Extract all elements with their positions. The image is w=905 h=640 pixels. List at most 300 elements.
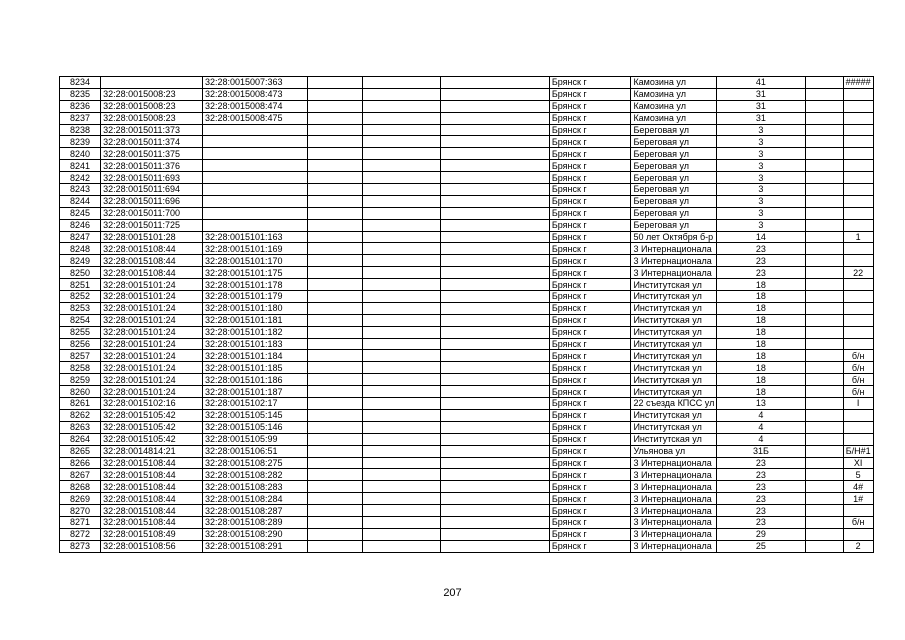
empty-cell <box>805 469 843 481</box>
row-number-cell: 8243 <box>60 184 101 196</box>
row-number-cell: 8266 <box>60 457 101 469</box>
empty-cell <box>307 136 362 148</box>
city-cell: Брянск г <box>549 255 631 267</box>
empty-cell <box>805 528 843 540</box>
apartment-cell <box>843 219 873 231</box>
cadastral-number-cell: 32:28:0015108:44 <box>101 516 203 528</box>
apartment-cell: XI <box>843 457 873 469</box>
table-row <box>60 493 905 505</box>
object-cadastral-number-cell: 32:28:0015101:169 <box>202 243 307 255</box>
house-number-cell: 18 <box>717 291 805 303</box>
table-row <box>60 112 905 124</box>
table-row <box>60 243 905 255</box>
cadastral-number-cell: 32:28:0015101:24 <box>101 338 203 350</box>
object-cadastral-number-cell: 32:28:0015101:179 <box>202 291 307 303</box>
empty-cell <box>805 314 843 326</box>
apartment-cell <box>843 433 873 445</box>
house-number-cell: 4 <box>717 409 805 421</box>
object-cadastral-number-cell: 32:28:0015101:187 <box>202 386 307 398</box>
empty-cell <box>362 433 440 445</box>
apartment-cell <box>843 279 873 291</box>
apartment-cell: 22 <box>843 267 873 279</box>
city-cell: Брянск г <box>549 112 631 124</box>
city-cell: Брянск г <box>549 398 631 410</box>
empty-cell <box>362 338 440 350</box>
row-number-cell: 8235 <box>60 88 101 100</box>
empty-cell <box>307 243 362 255</box>
empty-cell <box>362 350 440 362</box>
empty-cell <box>362 231 440 243</box>
object-cadastral-number-cell: 32:28:0015008:473 <box>202 88 307 100</box>
house-number-cell: 3 <box>717 124 805 136</box>
house-number-cell: 14 <box>717 231 805 243</box>
object-cadastral-number-cell: 32:28:0015108:290 <box>202 528 307 540</box>
city-cell: Брянск г <box>549 124 631 136</box>
empty-cell <box>307 528 362 540</box>
city-cell: Брянск г <box>549 219 631 231</box>
table-row <box>60 148 905 160</box>
empty-cell <box>805 493 843 505</box>
row-number-cell: 8246 <box>60 219 101 231</box>
empty-cell <box>440 469 549 481</box>
city-cell: Брянск г <box>549 326 631 338</box>
street-cell: Институтская ул <box>631 314 717 326</box>
empty-cell <box>362 457 440 469</box>
cadastral-number-cell: 32:28:0015008:23 <box>101 112 203 124</box>
empty-cell <box>362 160 440 172</box>
empty-cell <box>307 398 362 410</box>
table-row <box>60 77 905 89</box>
table-row <box>60 516 905 528</box>
apartment-cell <box>843 409 873 421</box>
empty-cell <box>362 148 440 160</box>
house-number-cell: 4 <box>717 421 805 433</box>
apartment-cell <box>843 124 873 136</box>
row-number-cell: 8252 <box>60 291 101 303</box>
street-cell: Институтская ул <box>631 291 717 303</box>
empty-cell <box>805 338 843 350</box>
object-cadastral-number-cell: 32:28:0015108:284 <box>202 493 307 505</box>
empty-cell <box>362 493 440 505</box>
empty-cell <box>440 398 549 410</box>
empty-cell <box>440 243 549 255</box>
empty-cell <box>805 398 843 410</box>
street-cell: Береговая ул <box>631 195 717 207</box>
house-number-cell: 3 <box>717 219 805 231</box>
object-cadastral-number-cell: 32:28:0015007:363 <box>202 77 307 89</box>
cadastral-number-cell: 32:28:0015101:24 <box>101 350 203 362</box>
empty-cell <box>307 374 362 386</box>
object-cadastral-number-cell <box>202 184 307 196</box>
empty-cell <box>440 136 549 148</box>
row-number-cell: 8263 <box>60 421 101 433</box>
street-cell: Береговая ул <box>631 207 717 219</box>
empty-cell <box>805 243 843 255</box>
table-row <box>60 469 905 481</box>
cadastral-number-cell: 32:28:0015011:374 <box>101 136 203 148</box>
table-row <box>60 184 905 196</box>
object-cadastral-number-cell: 32:28:0015108:289 <box>202 516 307 528</box>
empty-cell <box>440 421 549 433</box>
empty-cell <box>362 445 440 457</box>
empty-cell <box>805 136 843 148</box>
empty-cell <box>805 421 843 433</box>
empty-cell <box>307 326 362 338</box>
apartment-cell: ##### <box>843 77 873 89</box>
cadastral-number-cell: 32:28:0015108:44 <box>101 267 203 279</box>
table-row <box>60 481 905 493</box>
city-cell: Брянск г <box>549 100 631 112</box>
empty-cell <box>307 493 362 505</box>
apartment-cell <box>843 100 873 112</box>
row-number-cell: 8260 <box>60 386 101 398</box>
city-cell: Брянск г <box>549 267 631 279</box>
empty-cell <box>362 314 440 326</box>
house-number-cell: 18 <box>717 314 805 326</box>
street-cell: 3 Интернационала <box>631 255 717 267</box>
empty-cell <box>307 184 362 196</box>
house-number-cell: 3 <box>717 172 805 184</box>
row-number-cell: 8253 <box>60 302 101 314</box>
empty-cell <box>805 279 843 291</box>
empty-cell <box>805 362 843 374</box>
house-number-cell: 3 <box>717 160 805 172</box>
house-number-cell: 3 <box>717 148 805 160</box>
empty-cell <box>362 279 440 291</box>
empty-cell <box>440 445 549 457</box>
house-number-cell: 3 <box>717 195 805 207</box>
cadastral-number-cell: 32:28:0015105:42 <box>101 409 203 421</box>
empty-cell <box>440 481 549 493</box>
city-cell: Брянск г <box>549 445 631 457</box>
cadastral-number-cell: 32:28:0015011:700 <box>101 207 203 219</box>
table-row <box>60 386 905 398</box>
apartment-cell <box>843 528 873 540</box>
empty-cell <box>362 386 440 398</box>
empty-cell <box>805 326 843 338</box>
cadastral-number-cell: 32:28:0015008:23 <box>101 88 203 100</box>
table-row <box>60 195 905 207</box>
empty-cell <box>805 350 843 362</box>
street-cell: Институтская ул <box>631 421 717 433</box>
city-cell: Брянск г <box>549 540 631 552</box>
empty-cell <box>362 219 440 231</box>
cadastral-number-cell: 32:28:0015101:24 <box>101 314 203 326</box>
street-cell: Камозина ул <box>631 112 717 124</box>
empty-cell <box>362 136 440 148</box>
page-number: 207 <box>443 587 462 599</box>
empty-cell <box>440 231 549 243</box>
apartment-cell <box>843 421 873 433</box>
empty-cell <box>805 457 843 469</box>
row-number-cell: 8256 <box>60 338 101 350</box>
empty-cell <box>307 481 362 493</box>
empty-cell <box>307 77 362 89</box>
empty-cell <box>440 88 549 100</box>
cadastral-number-cell <box>101 77 203 89</box>
empty-cell <box>805 77 843 89</box>
empty-cell <box>362 469 440 481</box>
empty-cell <box>440 279 549 291</box>
empty-cell <box>805 302 843 314</box>
city-cell: Брянск г <box>549 231 631 243</box>
object-cadastral-number-cell: 32:28:0015101:181 <box>202 314 307 326</box>
empty-cell <box>805 481 843 493</box>
empty-cell <box>362 77 440 89</box>
object-cadastral-number-cell: 32:28:0015101:186 <box>202 374 307 386</box>
house-number-cell: 31 <box>717 100 805 112</box>
object-cadastral-number-cell <box>202 207 307 219</box>
table-row <box>60 445 905 457</box>
empty-cell <box>362 195 440 207</box>
row-number-cell: 8238 <box>60 124 101 136</box>
empty-cell <box>307 457 362 469</box>
table-body <box>60 77 905 553</box>
street-cell: 3 Интернационала <box>631 516 717 528</box>
empty-cell <box>362 88 440 100</box>
row-number-cell: 8250 <box>60 267 101 279</box>
table-row <box>60 421 905 433</box>
row-number-cell: 8257 <box>60 350 101 362</box>
apartment-cell <box>843 88 873 100</box>
row-number-cell: 8245 <box>60 207 101 219</box>
apartment-cell: 2 <box>843 540 873 552</box>
street-cell: Ульянова ул <box>631 445 717 457</box>
cadastral-number-cell: 32:28:0015108:44 <box>101 243 203 255</box>
table-row <box>60 88 905 100</box>
street-cell: 3 Интернационала <box>631 493 717 505</box>
street-cell: 3 Интернационала <box>631 540 717 552</box>
table-row <box>60 172 905 184</box>
row-number-cell: 8273 <box>60 540 101 552</box>
empty-cell <box>362 481 440 493</box>
empty-cell <box>805 172 843 184</box>
object-cadastral-number-cell: 32:28:0015101:185 <box>202 362 307 374</box>
city-cell: Брянск г <box>549 409 631 421</box>
empty-cell <box>307 172 362 184</box>
row-number-cell: 8242 <box>60 172 101 184</box>
empty-cell <box>307 350 362 362</box>
street-cell: Камозина ул <box>631 77 717 89</box>
empty-cell <box>362 398 440 410</box>
cadastral-number-cell: 32:28:0015108:44 <box>101 481 203 493</box>
city-cell: Брянск г <box>549 386 631 398</box>
city-cell: Брянск г <box>549 291 631 303</box>
cadastral-number-cell: 32:28:0015108:44 <box>101 255 203 267</box>
apartment-cell: б/н <box>843 350 873 362</box>
empty-cell <box>307 124 362 136</box>
empty-cell <box>362 374 440 386</box>
row-number-cell: 8247 <box>60 231 101 243</box>
street-cell: Институтская ул <box>631 326 717 338</box>
apartment-cell: 4# <box>843 481 873 493</box>
house-number-cell: 31Б <box>717 445 805 457</box>
empty-cell <box>307 421 362 433</box>
house-number-cell: 23 <box>717 516 805 528</box>
object-cadastral-number-cell: 32:28:0015101:175 <box>202 267 307 279</box>
object-cadastral-number-cell: 32:28:0015101:184 <box>202 350 307 362</box>
apartment-cell <box>843 148 873 160</box>
empty-cell <box>805 124 843 136</box>
empty-cell <box>805 505 843 517</box>
table-row <box>60 409 905 421</box>
street-cell: 3 Интернационала <box>631 528 717 540</box>
table-row <box>60 433 905 445</box>
empty-cell <box>440 124 549 136</box>
object-cadastral-number-cell <box>202 124 307 136</box>
object-cadastral-number-cell: 32:28:0015101:180 <box>202 302 307 314</box>
street-cell: Камозина ул <box>631 100 717 112</box>
row-number-cell: 8255 <box>60 326 101 338</box>
row-number-cell: 8270 <box>60 505 101 517</box>
city-cell: Брянск г <box>549 528 631 540</box>
city-cell: Брянск г <box>549 172 631 184</box>
object-cadastral-number-cell: 32:28:0015105:146 <box>202 421 307 433</box>
empty-cell <box>805 195 843 207</box>
empty-cell <box>805 540 843 552</box>
empty-cell <box>362 100 440 112</box>
city-cell: Брянск г <box>549 338 631 350</box>
street-cell: 50 лет Октября б-р <box>631 231 717 243</box>
street-cell: Институтская ул <box>631 302 717 314</box>
city-cell: Брянск г <box>549 302 631 314</box>
cadastral-number-cell: 32:28:0015108:44 <box>101 457 203 469</box>
empty-cell <box>440 100 549 112</box>
city-cell: Брянск г <box>549 469 631 481</box>
cadastral-number-cell: 32:28:0015108:44 <box>101 493 203 505</box>
empty-cell <box>307 279 362 291</box>
cadastral-number-cell: 32:28:0015011:376 <box>101 160 203 172</box>
apartment-cell <box>843 172 873 184</box>
row-number-cell: 8240 <box>60 148 101 160</box>
empty-cell <box>805 231 843 243</box>
table-row <box>60 231 905 243</box>
empty-cell <box>440 77 549 89</box>
cadastral-number-cell: 32:28:0015101:24 <box>101 362 203 374</box>
empty-cell <box>805 219 843 231</box>
street-cell: 3 Интернационала <box>631 267 717 279</box>
object-cadastral-number-cell: 32:28:0015101:178 <box>202 279 307 291</box>
empty-cell <box>805 88 843 100</box>
table-row <box>60 338 905 350</box>
empty-cell <box>362 124 440 136</box>
object-cadastral-number-cell <box>202 172 307 184</box>
empty-cell <box>440 195 549 207</box>
empty-cell <box>440 374 549 386</box>
object-cadastral-number-cell: 32:28:0015108:287 <box>202 505 307 517</box>
street-cell: Институтская ул <box>631 409 717 421</box>
table-row <box>60 505 905 517</box>
row-number-cell: 8267 <box>60 469 101 481</box>
empty-cell <box>307 469 362 481</box>
house-number-cell: 29 <box>717 528 805 540</box>
empty-cell <box>440 409 549 421</box>
table-row <box>60 207 905 219</box>
cadastral-number-cell: 32:28:0015101:24 <box>101 326 203 338</box>
empty-cell <box>362 505 440 517</box>
empty-cell <box>805 184 843 196</box>
city-cell: Брянск г <box>549 77 631 89</box>
street-cell: Береговая ул <box>631 148 717 160</box>
row-number-cell: 8258 <box>60 362 101 374</box>
empty-cell <box>362 291 440 303</box>
empty-cell <box>307 362 362 374</box>
empty-cell <box>805 100 843 112</box>
row-number-cell: 8271 <box>60 516 101 528</box>
cadastral-number-cell: 32:28:0015105:42 <box>101 421 203 433</box>
empty-cell <box>440 219 549 231</box>
empty-cell <box>307 112 362 124</box>
city-cell: Брянск г <box>549 314 631 326</box>
data-table <box>59 76 905 553</box>
cadastral-number-cell: 32:28:0015011:373 <box>101 124 203 136</box>
object-cadastral-number-cell <box>202 195 307 207</box>
empty-cell <box>362 409 440 421</box>
apartment-cell <box>843 195 873 207</box>
empty-cell <box>362 267 440 279</box>
row-number-cell: 8261 <box>60 398 101 410</box>
cadastral-number-cell: 32:28:0015108:49 <box>101 528 203 540</box>
object-cadastral-number-cell: 32:28:0015105:99 <box>202 433 307 445</box>
street-cell: 3 Интернационала <box>631 243 717 255</box>
street-cell: Береговая ул <box>631 219 717 231</box>
empty-cell <box>440 493 549 505</box>
cadastral-number-cell: 32:28:0015101:24 <box>101 279 203 291</box>
city-cell: Брянск г <box>549 279 631 291</box>
empty-cell <box>362 528 440 540</box>
empty-cell <box>805 148 843 160</box>
apartment-cell <box>843 302 873 314</box>
street-cell: 3 Интернационала <box>631 469 717 481</box>
city-cell: Брянск г <box>549 433 631 445</box>
row-number-cell: 8236 <box>60 100 101 112</box>
table-row <box>60 362 905 374</box>
empty-cell <box>440 350 549 362</box>
empty-cell <box>805 291 843 303</box>
table-row <box>60 291 905 303</box>
row-number-cell: 8268 <box>60 481 101 493</box>
row-number-cell: 8254 <box>60 314 101 326</box>
empty-cell <box>307 409 362 421</box>
object-cadastral-number-cell: 32:28:0015008:474 <box>202 100 307 112</box>
empty-cell <box>362 207 440 219</box>
table-row <box>60 398 905 410</box>
house-number-cell: 18 <box>717 374 805 386</box>
cadastral-number-cell: 32:28:0015101:24 <box>101 302 203 314</box>
house-number-cell: 23 <box>717 481 805 493</box>
empty-cell <box>440 184 549 196</box>
cadastral-number-cell: 32:28:0015011:696 <box>101 195 203 207</box>
house-number-cell: 4 <box>717 433 805 445</box>
row-number-cell: 8239 <box>60 136 101 148</box>
table-row <box>60 326 905 338</box>
apartment-cell <box>843 314 873 326</box>
house-number-cell: 23 <box>717 505 805 517</box>
empty-cell <box>440 207 549 219</box>
street-cell: Институтская ул <box>631 279 717 291</box>
cadastral-number-cell: 32:28:0015011:725 <box>101 219 203 231</box>
object-cadastral-number-cell <box>202 148 307 160</box>
empty-cell <box>805 445 843 457</box>
row-number-cell: 8249 <box>60 255 101 267</box>
object-cadastral-number-cell: 32:28:0015108:283 <box>202 481 307 493</box>
empty-cell <box>440 255 549 267</box>
apartment-cell: б/н <box>843 374 873 386</box>
apartment-cell: 1# <box>843 493 873 505</box>
object-cadastral-number-cell: 32:28:0015105:145 <box>202 409 307 421</box>
empty-cell <box>362 255 440 267</box>
empty-cell <box>362 326 440 338</box>
